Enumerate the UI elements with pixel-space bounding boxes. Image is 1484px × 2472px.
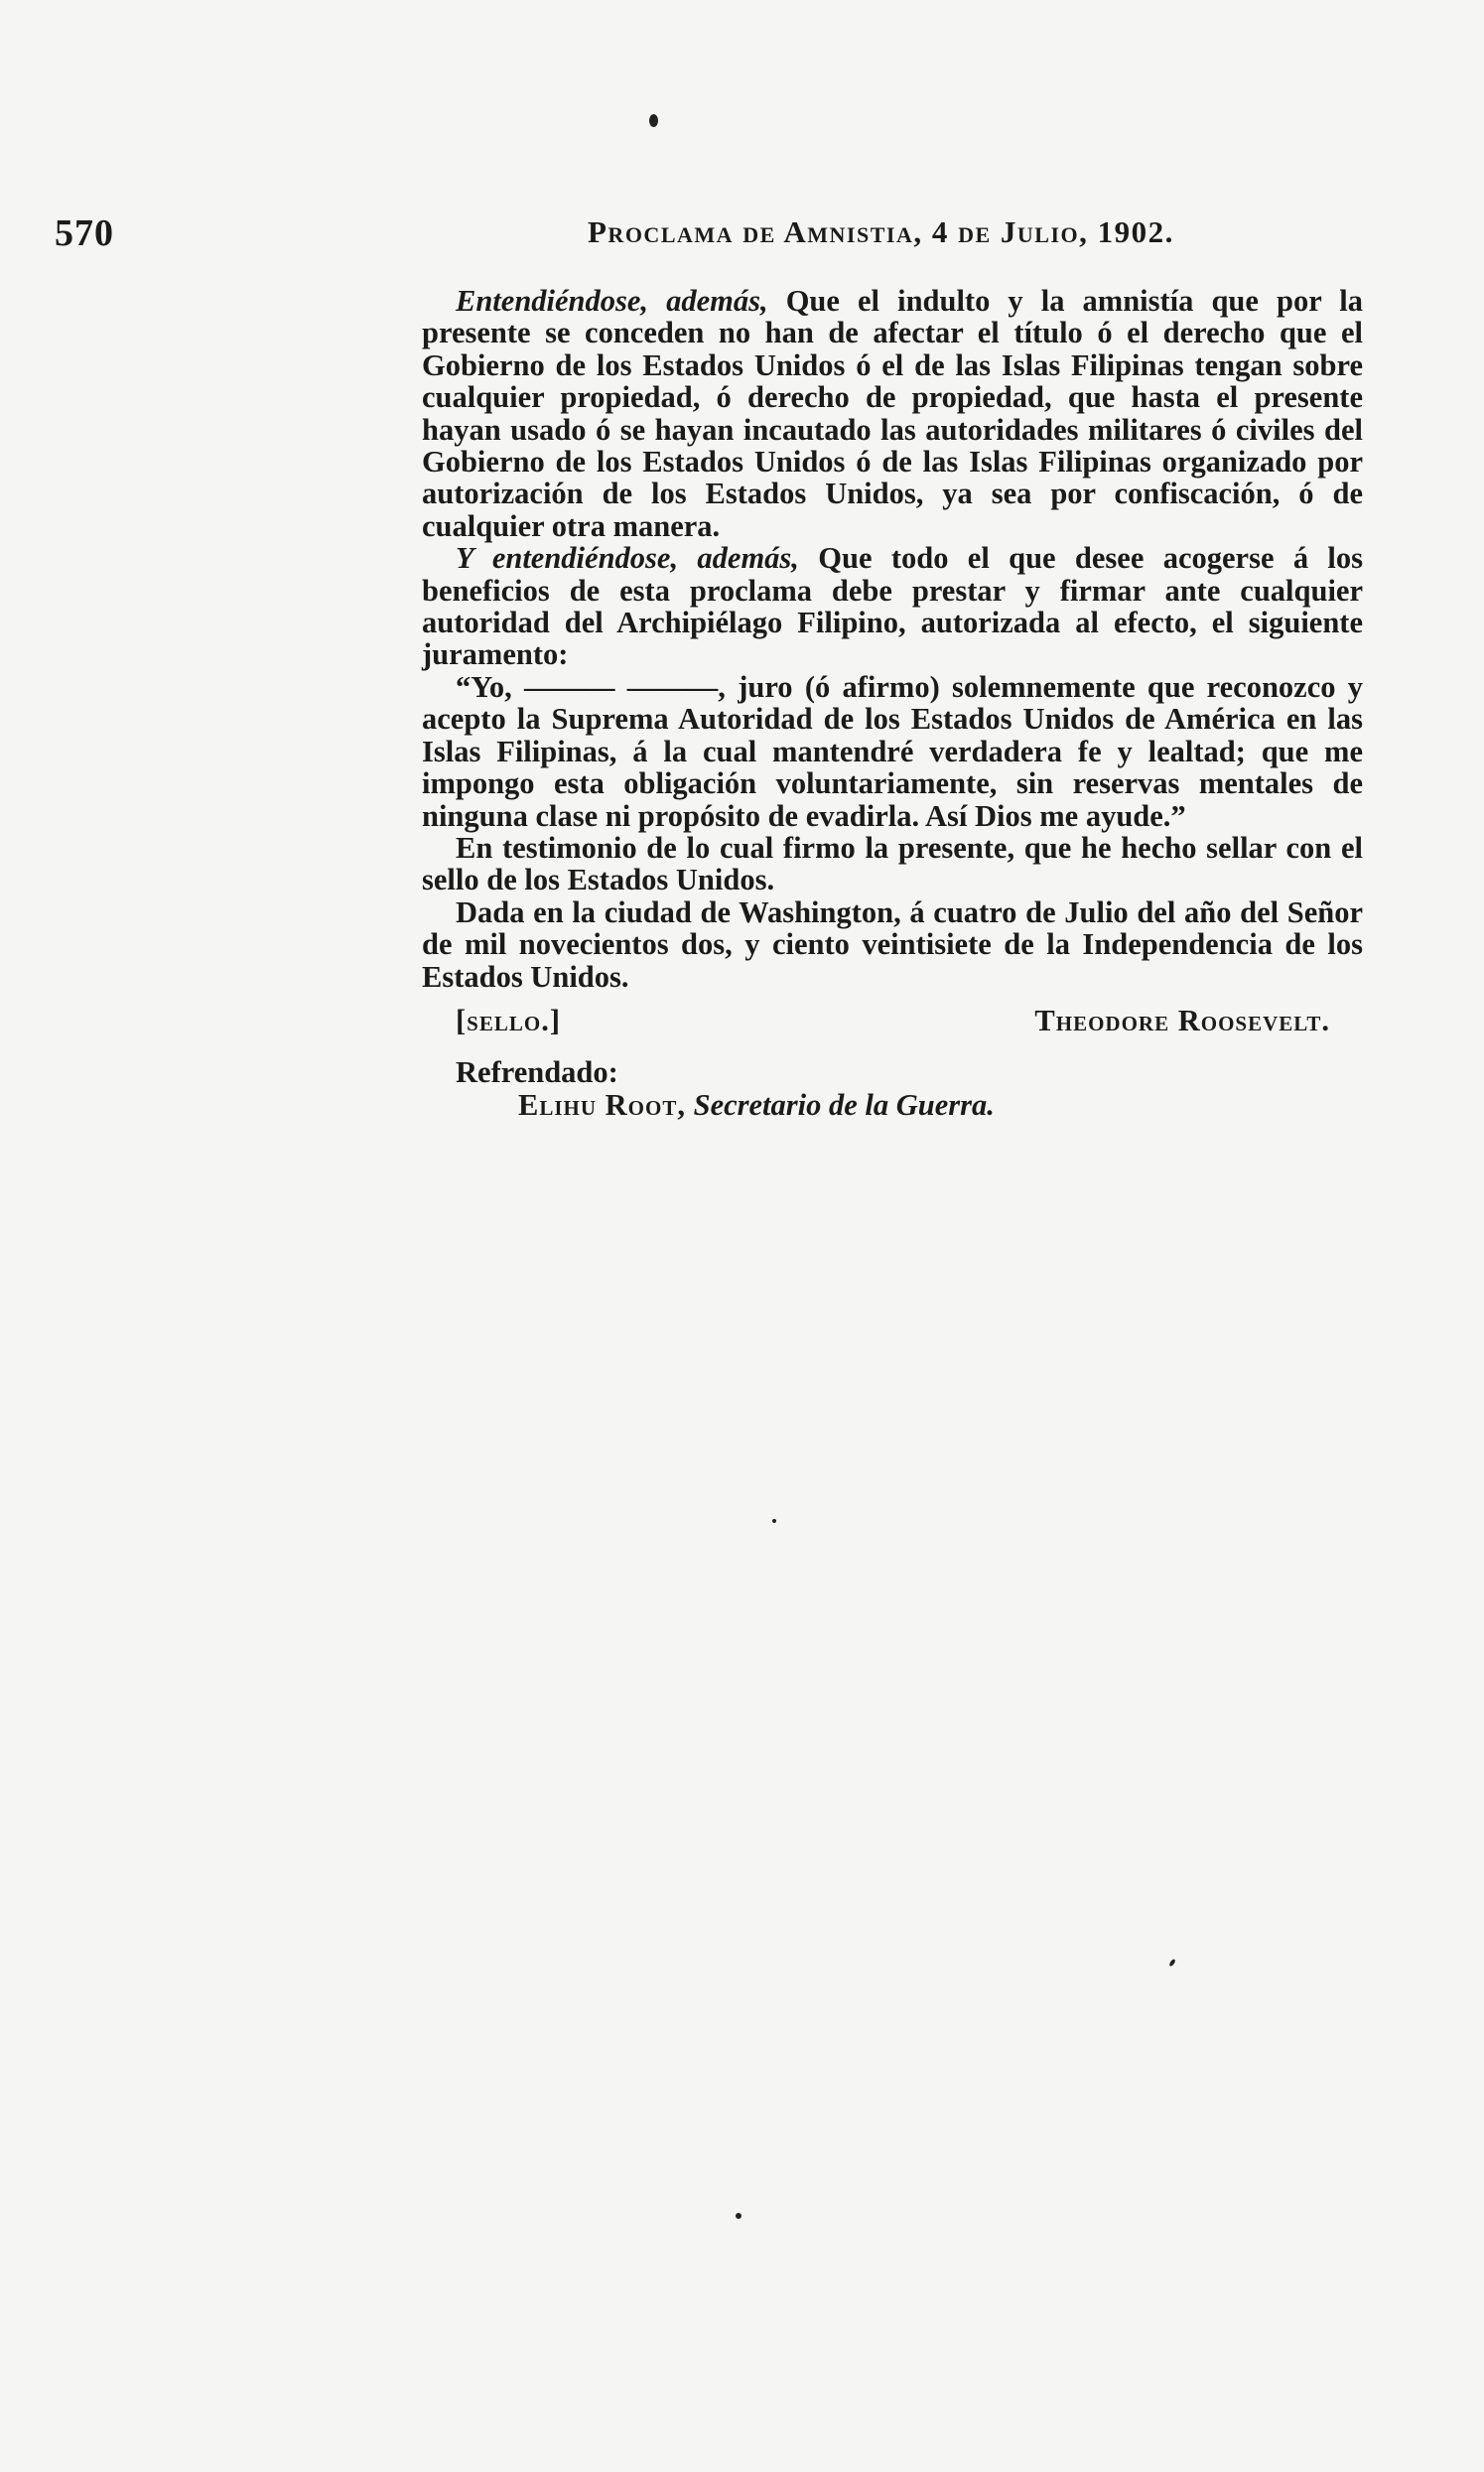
- countersigner-name: Elihu Root,: [518, 1087, 686, 1122]
- paragraph-lead: Entendiéndose, además,: [456, 284, 768, 318]
- countersign-label: Refrendado:: [456, 1055, 618, 1090]
- paragraph-text: Que todo el que desee acogerse á los beneficios de esta proclama debe prestar y firmar ante cualquier autoridad del Archipiélago Filipino, autorizada al efecto, el siguiente juramento:: [422, 541, 1364, 672]
- paragraph-proviso-oath: [422, 542, 1363, 671]
- page-number: 570: [55, 212, 114, 254]
- paragraph-text: Dada en la ciudad de Washington, á cuatro de Julio del año del Señor de mil novecientos dos, y ciento veintisiete de la Independencia de los Estados Unidos.: [422, 894, 1363, 994]
- paragraph-proviso-title: [422, 285, 1363, 542]
- seal-mark: [sello.]: [456, 1003, 561, 1037]
- paragraph-text: En testimonio de lo cual firmo la presente, que he hecho sellar con el sello de los Estados Unidos.: [422, 830, 1363, 897]
- paragraph-date: [422, 896, 1363, 993]
- paragraph-text: Que el indulto y la amnistía que por la presente se conceden no han de afectar el título ó el derecho que el Gobierno de los Estados Unidos ó el de las Islas Filipinas tengan sobre cualquier propiedad, ó derecho de propiedad, que hasta el presente hayan usado ó se hayan incautado las autoridades militares ó civiles del Gobierno de los Estados Unidos ó de las Islas Filipinas organizado por autorización de los Estados Unidos, ya sea por confiscación, ó de cualquier otra manera.: [422, 284, 1363, 543]
- paragraph-testimony: [422, 832, 1363, 896]
- ink-speck: [1168, 1959, 1176, 1968]
- ink-speck: [736, 2213, 742, 2219]
- paragraph-text: “Yo, ——— ———, juro (ó afirmo) solemnemente que reconozco y acepto la Suprema Autoridad de los Estados Unidos de América en las Islas Filipinas, á la cual mantendré verdadera fe y lealtad; que me impongo esta obligación voluntariamente, sin reservas mentales de ninguna clase ni propósito de evadirla. Así Dios me ayude.”: [422, 669, 1363, 833]
- paragraph-oath: [422, 671, 1363, 832]
- signer-name: Theodore Roosevelt.: [1034, 1003, 1330, 1037]
- paragraph-lead: Y entendiéndose, además,: [456, 541, 799, 576]
- ink-speck: [649, 114, 658, 127]
- countersigner-title: Secretario de la Guerra.: [685, 1087, 995, 1122]
- running-title: Proclama de Amnistia, 4 de Julio, 1902.: [588, 214, 1174, 249]
- document-body: [422, 285, 1363, 1121]
- countersigner: [422, 1089, 1363, 1121]
- signature-row: [422, 1005, 1363, 1036]
- ink-speck: [772, 1519, 776, 1523]
